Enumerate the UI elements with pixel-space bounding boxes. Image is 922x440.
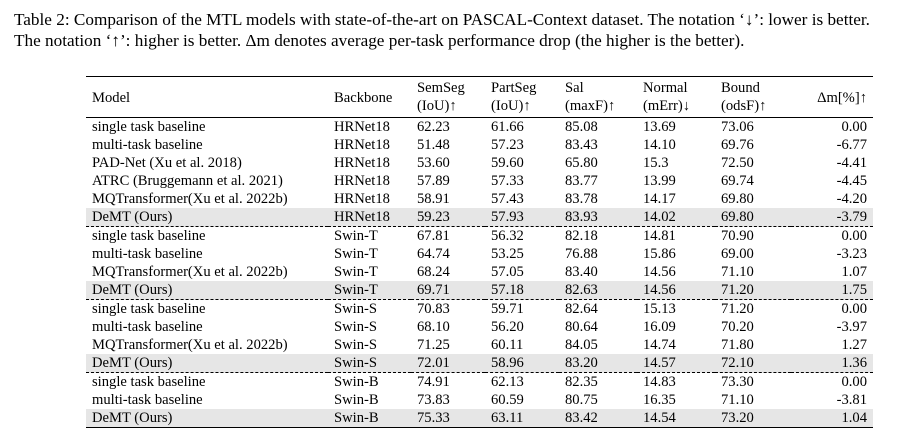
cell-sal: 65.80: [565, 155, 598, 171]
cell-bound: 70.90: [715, 227, 791, 246]
cell-normal: 14.57: [637, 354, 715, 373]
cell-semseg: 70.83: [411, 300, 485, 319]
cell-sal: 82.18: [559, 227, 637, 246]
cell-sal: 76.88: [565, 246, 598, 262]
cell-semseg: 57.89: [417, 173, 450, 189]
cell-backbone: Swin-B: [328, 373, 411, 392]
cell-model: DeMT (Ours): [86, 281, 328, 300]
table-row-highlighted: [86, 208, 873, 227]
header-model: Model: [86, 77, 328, 118]
table-header-row: [86, 77, 873, 98]
table-row: [86, 245, 873, 263]
cell-partseg: 57.05: [491, 264, 524, 280]
cell-bound: 71.20: [715, 281, 791, 300]
cell-delta: -4.45: [836, 173, 867, 189]
cell-sal: 82.64: [559, 300, 637, 319]
cell-normal: 15.3: [643, 155, 669, 171]
cell-bound: 71.20: [715, 300, 791, 319]
cell-bound: 69.80: [721, 191, 754, 207]
cell-backbone: Swin-T: [334, 246, 378, 262]
cell-normal: 16.09: [643, 319, 676, 335]
table-row: [86, 263, 873, 281]
cell-bound: 71.10: [721, 264, 754, 280]
cell-normal: 13.69: [643, 119, 676, 135]
header-bound-unit: (odsF)↑: [715, 97, 791, 118]
cell-sal: 80.75: [565, 392, 598, 408]
cell-backbone: Swin-T: [328, 227, 411, 246]
header-delta: Δm[%]↑: [791, 77, 873, 118]
cell-bound: 69.80: [715, 208, 791, 227]
table-row: [86, 172, 873, 190]
cell-backbone: HRNet18: [328, 208, 411, 227]
cell-partseg: 57.93: [485, 208, 559, 227]
cell-model: multi-task baseline: [92, 392, 203, 408]
table-row-highlighted: [86, 409, 873, 428]
cell-backbone: HRNet18: [334, 155, 390, 171]
cell-delta: -6.77: [836, 137, 867, 153]
table-row: [86, 336, 873, 354]
cell-sal: 82.63: [559, 281, 637, 300]
cell-normal: 14.10: [643, 137, 676, 153]
table-row: [86, 391, 873, 409]
cell-sal: 83.93: [559, 208, 637, 227]
table-row-highlighted: [86, 354, 873, 373]
cell-bound: 71.10: [721, 392, 754, 408]
cell-sal: 84.05: [565, 337, 598, 353]
cell-backbone: HRNet18: [334, 137, 390, 153]
cell-sal: 83.43: [565, 137, 598, 153]
cell-model: MQTransformer(Xu et al. 2022b): [92, 337, 288, 353]
cell-partseg: 57.43: [491, 191, 524, 207]
cell-normal: 14.83: [637, 373, 715, 392]
cell-semseg: 62.23: [417, 119, 450, 135]
cell-partseg: 56.20: [491, 319, 524, 335]
cell-model: multi-task baseline: [92, 246, 203, 262]
cell-normal: 14.17: [643, 191, 676, 207]
cell-model: single task baseline: [86, 373, 328, 392]
cell-delta: 1.36: [791, 354, 873, 373]
header-normal: Normal: [637, 77, 715, 98]
cell-partseg: 63.11: [485, 409, 559, 428]
table-row: [86, 118, 873, 137]
cell-normal: 14.54: [637, 409, 715, 428]
cell-semseg: 64.74: [417, 246, 450, 262]
cell-bound: 69.74: [721, 173, 754, 189]
cell-delta: 1.07: [841, 264, 867, 280]
header-semseg: SemSeg: [411, 77, 485, 98]
cell-delta: 0.00: [841, 119, 867, 135]
cell-backbone: Swin-T: [334, 264, 378, 280]
cell-backbone: HRNet18: [334, 173, 390, 189]
header-backbone: Backbone: [328, 77, 411, 118]
cell-delta: -3.81: [836, 392, 867, 408]
cell-delta: -3.23: [836, 246, 867, 262]
cell-normal: 15.13: [637, 300, 715, 319]
cell-bound: 69.00: [721, 246, 754, 262]
table-row-highlighted: [86, 281, 873, 300]
cell-model: multi-task baseline: [92, 137, 203, 153]
cell-partseg: 53.25: [491, 246, 524, 262]
cell-normal: 14.56: [643, 264, 676, 280]
cell-semseg: 74.91: [411, 373, 485, 392]
cell-delta: 0.00: [791, 373, 873, 392]
cell-backbone: HRNet18: [334, 119, 390, 135]
cell-sal: 83.20: [559, 354, 637, 373]
cell-delta: 0.00: [791, 300, 873, 319]
cell-partseg: 59.60: [491, 155, 524, 171]
cell-normal: 14.74: [643, 337, 676, 353]
cell-model: ATRC (Bruggemann et al. 2021): [92, 173, 283, 189]
table-row: [86, 300, 873, 319]
table-row: [86, 227, 873, 246]
cell-bound: 72.10: [715, 354, 791, 373]
cell-backbone: Swin-B: [328, 409, 411, 428]
cell-partseg: 62.13: [485, 373, 559, 392]
header-sal: Sal: [559, 77, 637, 98]
cell-model: single task baseline: [86, 227, 328, 246]
cell-semseg: 53.60: [417, 155, 450, 171]
cell-delta: 1.27: [841, 337, 867, 353]
cell-backbone: Swin-S: [328, 300, 411, 319]
cell-bound: 69.76: [721, 137, 754, 153]
cell-partseg: 59.71: [485, 300, 559, 319]
cell-model: single task baseline: [86, 300, 328, 319]
cell-delta: -4.41: [836, 155, 867, 171]
caption-line-2: The notation ‘↑’: higher is better. Δm denotes average per-task performance drop (the higher is the better).: [14, 31, 745, 50]
table-row: [86, 154, 873, 172]
cell-partseg: 57.23: [491, 137, 524, 153]
cell-normal: 14.81: [637, 227, 715, 246]
cell-model: MQTransformer(Xu et al. 2022b): [92, 191, 288, 207]
cell-model: DeMT (Ours): [86, 409, 328, 428]
cell-partseg: 60.11: [491, 337, 524, 353]
cell-delta: 1.04: [791, 409, 873, 428]
cell-bound: 73.20: [715, 409, 791, 428]
cell-bound: 73.30: [715, 373, 791, 392]
cell-model: DeMT (Ours): [86, 208, 328, 227]
cell-normal: 14.56: [637, 281, 715, 300]
cell-backbone: Swin-S: [334, 319, 377, 335]
header-partseg: PartSeg: [485, 77, 559, 98]
cell-model: MQTransformer(Xu et al. 2022b): [92, 264, 288, 280]
header-normal-unit: (mErr)↓: [637, 97, 715, 118]
cell-bound: 71.80: [721, 337, 754, 353]
cell-bound: 73.06: [721, 119, 754, 135]
cell-delta: -4.20: [836, 191, 867, 207]
cell-bound: 70.20: [721, 319, 754, 335]
cell-delta: -3.79: [791, 208, 873, 227]
cell-partseg: 61.66: [491, 119, 524, 135]
header-bound: Bound: [715, 77, 791, 98]
cell-model: PAD-Net (Xu et al. 2018): [92, 155, 242, 171]
cell-sal: 83.42: [559, 409, 637, 428]
cell-partseg: 56.32: [485, 227, 559, 246]
cell-semseg: 68.10: [417, 319, 450, 335]
header-partseg-unit: (IoU)↑: [485, 97, 559, 118]
cell-bound: 72.50: [721, 155, 754, 171]
cell-model: DeMT (Ours): [86, 354, 328, 373]
cell-normal: 16.35: [643, 392, 676, 408]
cell-partseg: 57.33: [491, 173, 524, 189]
cell-backbone: Swin-S: [334, 337, 377, 353]
cell-backbone: Swin-T: [328, 281, 411, 300]
table-row: [86, 190, 873, 208]
header-sal-unit: (maxF)↑: [559, 97, 637, 118]
cell-delta: -3.97: [836, 319, 867, 335]
table-row: [86, 318, 873, 336]
caption-line-1: Table 2: Comparison of the MTL models with state-of-the-art on PASCAL-Context dataset. The notation ‘↓’: lower is better.: [14, 10, 870, 29]
cell-sal: 82.35: [559, 373, 637, 392]
cell-partseg: 58.96: [485, 354, 559, 373]
cell-semseg: 58.91: [417, 191, 450, 207]
comparison-table: [86, 76, 873, 428]
cell-semseg: 51.48: [417, 137, 450, 153]
cell-semseg: 73.83: [417, 392, 450, 408]
table-caption: [14, 9, 914, 51]
cell-normal: 14.02: [637, 208, 715, 227]
cell-delta: 1.75: [791, 281, 873, 300]
cell-semseg: 75.33: [411, 409, 485, 428]
cell-backbone: Swin-S: [328, 354, 411, 373]
cell-sal: 83.77: [565, 173, 598, 189]
cell-sal: 85.08: [565, 119, 598, 135]
cell-semseg: 59.23: [411, 208, 485, 227]
header-semseg-unit: (IoU)↑: [411, 97, 485, 118]
table-body: [86, 118, 873, 428]
cell-model: single task baseline: [92, 119, 206, 135]
cell-delta: 0.00: [791, 227, 873, 246]
cell-semseg: 67.81: [411, 227, 485, 246]
cell-sal: 83.40: [565, 264, 598, 280]
cell-semseg: 71.25: [417, 337, 450, 353]
cell-sal: 80.64: [565, 319, 598, 335]
cell-sal: 83.78: [565, 191, 598, 207]
cell-semseg: 68.24: [417, 264, 450, 280]
cell-backbone: HRNet18: [334, 191, 390, 207]
cell-normal: 15.86: [643, 246, 676, 262]
table-row: [86, 373, 873, 392]
cell-partseg: 60.59: [491, 392, 524, 408]
table-row: [86, 136, 873, 154]
cell-backbone: Swin-B: [334, 392, 379, 408]
cell-partseg: 57.18: [485, 281, 559, 300]
cell-semseg: 69.71: [411, 281, 485, 300]
cell-semseg: 72.01: [411, 354, 485, 373]
cell-normal: 13.99: [643, 173, 676, 189]
cell-model: multi-task baseline: [92, 319, 203, 335]
